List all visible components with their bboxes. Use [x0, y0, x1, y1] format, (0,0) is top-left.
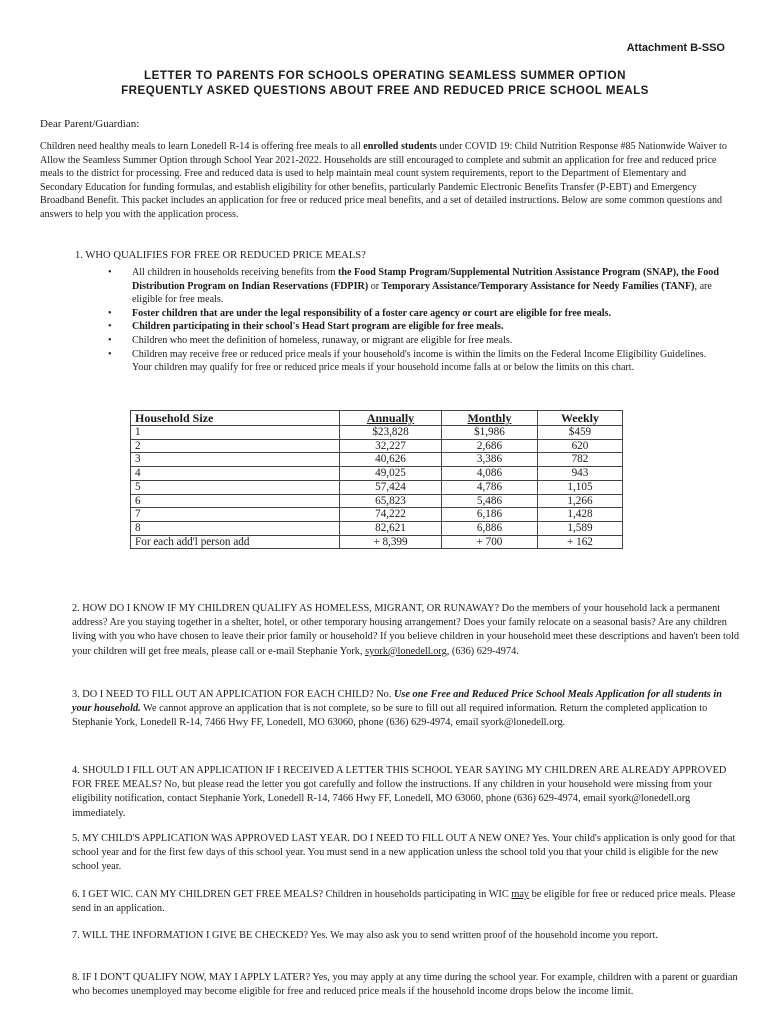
table-row — [131, 494, 623, 508]
income-eligibility-table — [130, 410, 623, 549]
q6-text: 6. I GET WIC. CAN MY CHILDREN GET FREE MEALS? Children in households participating in WIC — [72, 889, 512, 900]
bullet-item — [92, 348, 722, 375]
cell: 1,105 — [537, 480, 622, 494]
header-household-size: Household Size — [131, 411, 340, 426]
header-text: Monthly — [467, 410, 512, 425]
q6-paragraph — [72, 888, 740, 916]
intro-bold: enrolled students — [363, 141, 437, 152]
cell: 3 — [131, 453, 340, 467]
bullet-item — [92, 307, 722, 321]
header-annually — [340, 411, 442, 426]
q2-paragraph — [72, 602, 740, 659]
cell: 943 — [537, 467, 622, 481]
header-monthly — [441, 411, 537, 426]
title-line-1: LETTER TO PARENTS FOR SCHOOLS OPERATING SEAMLESS SUMMER OPTION — [144, 69, 626, 82]
cell: 82,621 — [340, 521, 442, 535]
bullet-icon: • — [108, 348, 112, 360]
cell: 4 — [131, 467, 340, 481]
cell: 5,486 — [441, 494, 537, 508]
q3-paragraph — [72, 688, 740, 731]
q3-italic: Use one Free and Reduced Price School Meals Application for all students in your household. — [72, 689, 722, 715]
q1-heading: 1. WHO QUALIFIES FOR FREE OR REDUCED PRICE MEALS? — [75, 250, 366, 261]
cell: + 162 — [537, 535, 622, 549]
bullet-text: or — [368, 280, 382, 292]
bullet-text: Children who meet the definition of homeless, runaway, or migrant are eligible for free meals. — [132, 334, 513, 346]
bullet-icon: • — [108, 267, 112, 278]
table-header-row — [131, 411, 623, 426]
table-row — [131, 467, 623, 481]
cell: 4,786 — [441, 480, 537, 494]
cell: 32,227 — [340, 439, 442, 453]
q4-paragraph: 4. SHOULD I FILL OUT AN APPLICATION IF I RECEIVED A LETTER THIS SCHOOL YEAR SAYING MY CHILDREN ARE ALREADY APPROVED FOR FREE MEALS? No, but please read the letter you got carefully and follow the instructions. If any children in your household were missing from your eligibility notification, contact Stephanie York, Lonedell R-14, 7466 Hwy FF, Lonedell, MO 63060, phone (636) 629-4974, email syork@lonedell.org immediately. — [72, 765, 727, 819]
cell: 6,186 — [441, 508, 537, 522]
bullet-item — [92, 320, 722, 334]
intro-text-2: under COVID 19: Child Nutrition Response #85 Nationwide Waiver to Allow the Seamless Summer Option through School Year 2021-2022. Households are still encouraged to complete and submit an application for free and reduced price meals to the district for processing. Free and reduced data is used to help maintain meal count system requirements, report to the Department of Elementary and Secondary Education for funding formulas, and establish eligibility for other benefits, particularly Pandemic Electronic Benefits Transfer (P-EBT) and Emergency Broadband Benefit. This packet includes an application for free or reduced price meal benefits, and a set of detailed instructions. Below are some common questions and answers to help you with the application process. — [40, 141, 727, 220]
cell: 3,386 — [441, 453, 537, 467]
cell: 6,886 — [441, 521, 537, 535]
table-row — [131, 521, 623, 535]
q5-paragraph: 5. MY CHILD'S APPLICATION WAS APPROVED LAST YEAR. DO I NEED TO FILL OUT A NEW ONE? Yes. Your child's application is only good for that school year and for the first few days of this school year. You must send in a new application unless the school told you that your child is eligible for the new school year. — [72, 833, 736, 873]
greeting: Dear Parent/Guardian: — [40, 118, 140, 130]
q3-text: 3. DO I NEED TO FILL OUT AN APPLICATION FOR EACH CHILD? No. — [72, 689, 394, 700]
cell: 782 — [537, 453, 622, 467]
bullet-text: All children in households receiving benefits from — [132, 267, 339, 278]
cell: 8 — [131, 521, 340, 535]
bullet-bold: the Food Stamp Program/Supplemental Nutrition Assistance Program (SNAP), the Food Distribution Program on Indian Reservations (FDPIR) — [132, 267, 719, 292]
bullet-icon: • — [108, 307, 112, 319]
bullet-item — [92, 334, 722, 348]
bullet-icon: • — [108, 334, 112, 346]
intro-text-1: Children need healthy meals to learn Lonedell R-14 is offering free meals to all — [40, 141, 364, 152]
cell: 1,589 — [537, 521, 622, 535]
bullet-bold: Temporary Assistance/Temporary Assistance for Needy Families (TANF) — [381, 280, 695, 292]
table-row — [131, 508, 623, 522]
document-title — [0, 68, 770, 98]
bullet-text: , are eligible for free meals. — [132, 280, 712, 306]
q1-bullet-list — [92, 266, 722, 375]
cell: 65,823 — [340, 494, 442, 508]
table-row — [131, 426, 623, 440]
cell: 620 — [537, 439, 622, 453]
cell: 2 — [131, 439, 340, 453]
cell: 5 — [131, 480, 340, 494]
cell: 49,025 — [340, 467, 442, 481]
table-row — [131, 535, 623, 549]
table-row — [131, 453, 623, 467]
cell: $459 — [537, 426, 622, 440]
intro-paragraph — [40, 140, 730, 222]
title-line-2: FREQUENTLY ASKED QUESTIONS ABOUT FREE AND REDUCED PRICE SCHOOL MEALS — [121, 84, 649, 97]
bullet-text: Children may receive free or reduced price meals if your household's income is within the limits on the Federal Income Eligibility Guidelines. Your children may qualify for free or reduced price meals if your household income falls at or below the limits on this chart. — [132, 348, 707, 374]
q6-underline: may — [511, 889, 530, 900]
cell: 2,686 — [441, 439, 537, 453]
q3-text-end: We cannot approve an application that is not complete, so be sure to fill out all required information. Return the completed application to Stephanie York, Lonedell R-14, 7466 Hwy FF, Lonedell, MO 63060, phone (636) 629-4974, email syork@lonedell.org. — [72, 703, 708, 729]
cell: 40,626 — [340, 453, 442, 467]
cell: 74,222 — [340, 508, 442, 522]
cell: 1 — [131, 426, 340, 440]
cell: 7 — [131, 508, 340, 522]
cell: 57,424 — [340, 480, 442, 494]
cell: + 8,399 — [340, 535, 442, 549]
bullet-icon: • — [108, 321, 112, 333]
q2-email-link[interactable]: syork@lonedell.org — [365, 645, 447, 657]
q7-paragraph: 7. WILL THE INFORMATION I GIVE BE CHECKED? Yes. We may also ask you to send written proof of the household income you report. — [72, 930, 658, 941]
cell: + 700 — [441, 535, 537, 549]
q2-text: 2. HOW DO I KNOW IF MY CHILDREN QUALIFY AS HOMELESS, MIGRANT, OR RUNAWAY? Do the members of your household lack a permanent address? Are you staying together in a shelter, hotel, or other temporary housing arrangement? Does your family relocate on a seasonal basis? Are any children living with you who have chosen to leave their prior family or household? If you believe children in your household meet these descriptions and haven't been told your children will get free meals, please call or e-mail Stephanie York, — [72, 603, 739, 657]
header-text: Annually — [366, 410, 415, 425]
bullet-bold: Foster children that are under the legal responsibility of a foster care agency or court are eligible for free meals. — [132, 307, 611, 319]
q2-text-end: , (636) 629-4974. — [446, 645, 519, 657]
bullet-bold: Children participating in their school's Head Start program are eligible for free meals. — [132, 321, 504, 333]
attachment-label: Attachment B-SSO — [626, 42, 725, 54]
cell: 4,086 — [441, 467, 537, 481]
table-row — [131, 480, 623, 494]
table-row — [131, 439, 623, 453]
cell: 1,428 — [537, 508, 622, 522]
cell: For each add'l person add — [131, 535, 340, 549]
header-weekly: Weekly — [537, 411, 622, 426]
cell: $23,828 — [340, 426, 442, 440]
cell: $1,986 — [441, 426, 537, 440]
bullet-item — [92, 266, 722, 307]
q8-paragraph: 8. IF I DON'T QUALIFY NOW, MAY I APPLY LATER? Yes, you may apply at any time during the school year. For example, children with a parent or guardian who becomes unemployed may become eligible for free and reduced price meals if the household income drops below the income limit. — [72, 972, 738, 998]
cell: 1,266 — [537, 494, 622, 508]
cell: 6 — [131, 494, 340, 508]
q6-text-end: be eligible for free or reduced price meals. Please send in an application. — [72, 889, 736, 915]
